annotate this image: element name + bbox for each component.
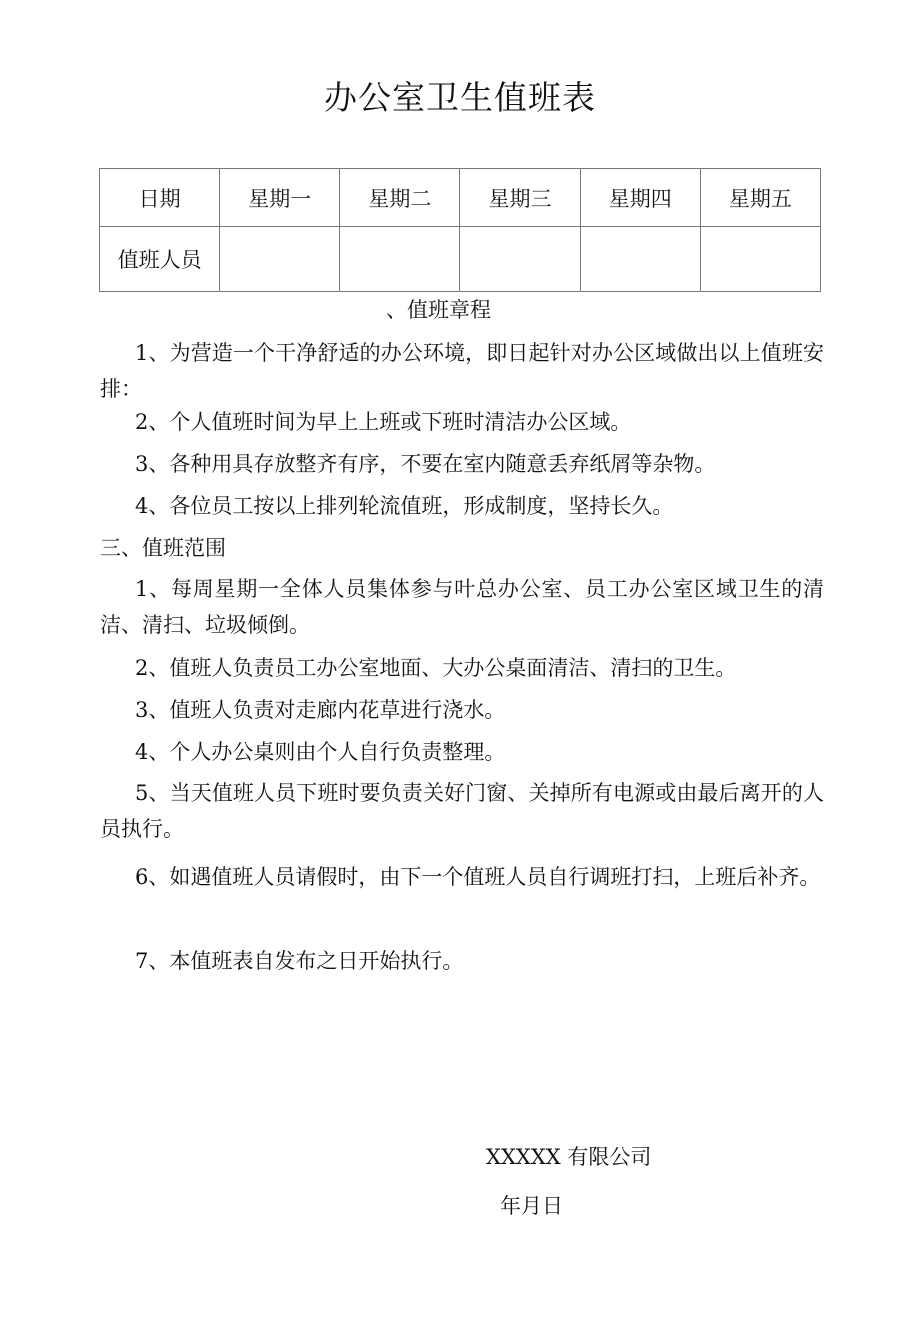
day-cell-friday: 星期五 [700,169,820,227]
scope-item-2: 2、值班人负责员工办公室地面、大办公桌面清洁、清扫的卫生。 [135,656,737,680]
scope-item-3: 3、值班人负责对走廊内花草进行浇水。 [135,698,506,722]
staff-cell-thursday [580,227,700,292]
page-title: 办公室卫生值班表 [324,78,596,117]
section-heading-rules: 、值班章程 [386,298,491,322]
scope-item-4: 4、个人办公桌则由个人自行负责整理。 [135,740,506,764]
day-cell-thursday: 星期四 [580,169,700,227]
scope-item-6: 6、如遇值班人员请假时，由下一个值班人员自行调班打扫，上班后补齐。 [135,865,821,889]
company-name: XXXXX 有限公司 [486,1145,652,1169]
signature-date: 年月日 [500,1194,563,1218]
scope-item-5: 5、当天值班人员下班时要负责关好门窗、关掉所有电源或由最后离开的人员执行。 [100,781,824,841]
scope-item-1: 1、每周星期一全体人员集体参与叶总办公室、员工办公室区域卫生的清洁、清扫、垃圾倾倒。 [100,577,824,637]
section-heading-scope: 三、值班范围 [100,536,226,560]
staff-cell-tuesday [340,227,460,292]
staff-cell-monday [220,227,340,292]
duty-table [99,168,821,292]
table-row-dates [100,169,821,227]
table-row-staff [100,227,821,292]
day-cell-tuesday: 星期二 [340,169,460,227]
staff-cell-friday [700,227,820,292]
day-cell-wednesday: 星期三 [460,169,580,227]
scope-item-7: 7、本值班表自发布之日开始执行。 [135,949,464,973]
rules-item-4: 4、各位员工按以上排列轮流值班，形成制度，坚持长久。 [135,494,674,518]
staff-cell-wednesday [460,227,580,292]
rules-item-1: 1、为营造一个干净舒适的办公环境，即日起针对办公区域做出以上值班安排： [100,341,824,401]
rules-item-3: 3、各种用具存放整齐有序，不要在室内随意丢弃纸屑等杂物。 [135,452,716,476]
staff-header-cell: 值班人员 [100,227,220,292]
rules-item-2: 2、个人值班时间为早上上班或下班时清洁办公区域。 [135,410,632,434]
day-cell-monday: 星期一 [220,169,340,227]
date-header-cell: 日期 [100,169,220,227]
